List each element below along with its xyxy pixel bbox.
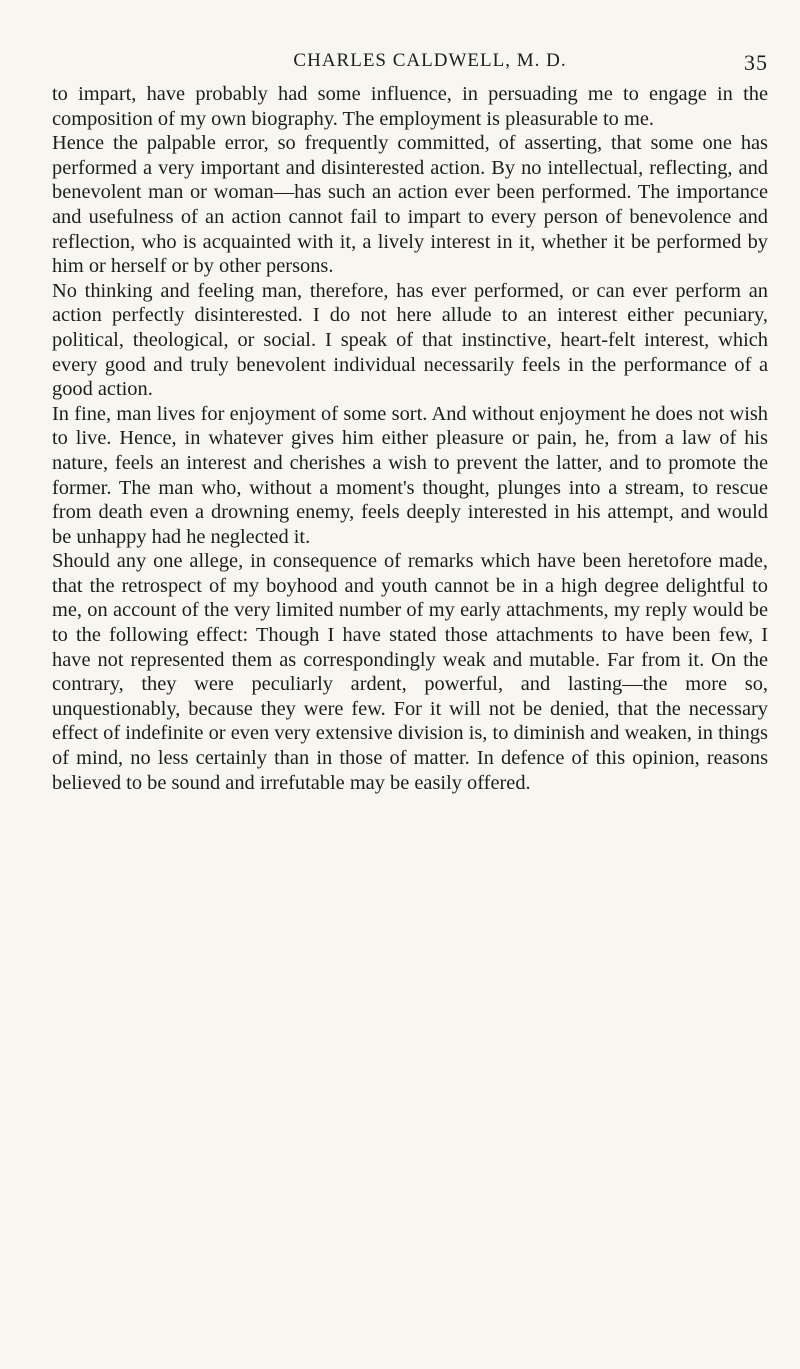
page-number: 35 bbox=[744, 50, 768, 75]
body-text bbox=[52, 82, 768, 795]
paragraph-5: Should any one allege, in consequence of remarks which have been heretofore made, that the retrospect of my boyhood and youth cannot be in a high degree delightful to me, on account of the very limited number of my early attachments, my reply would be to the following effect: Though I have stated those attachments to have been few, I have not represented them as correspondingly weak and mutable. Far from it. On the contrary, they were peculiarly ardent, powerful, and lasting—the more so, unquestionably, because they were few. For it will not be denied, that the necessary effect of indefinite or even very extensive division is, to diminish and weaken, in things of mind, no less certainly than in those of matter. In defence of this opinion, reasons believed to be sound and irrefutable may be easily offered. bbox=[52, 550, 768, 794]
paragraph-4: In fine, man lives for enjoyment of some sort. And without enjoyment he does not wish to live. Hence, in whatever gives him either pleasure or pain, he, from a law of his nature, feels an interest and cherishes a wish to prevent the latter, and to promote the former. The man who, without a moment's thought, plunges into a stream, to rescue from death even a drowning enemy, feels deeply interested in his attempt, and would be unhappy had he neglected it. bbox=[52, 402, 768, 548]
running-title: CHARLES CALDWELL, M. D. bbox=[293, 50, 567, 71]
paragraph-2: Hence the palpable error, so frequently committed, of asserting, that some one has performed a very important and disinterested action. By no intellectual, reflecting, and benevolent man or woman—has such an action ever been performed. The importance and usefulness of an action cannot fail to impart to every person of benevolence and reflection, who is acquainted with it, a lively interest in it, whether it be performed by him or herself or by other persons. bbox=[52, 132, 768, 278]
paragraph-1: to impart, have probably had some influence, in persuading me to engage in the composition of my own biography. The employment is pleasurable to me. bbox=[52, 83, 768, 130]
running-head bbox=[52, 50, 768, 82]
paragraph-3: No thinking and feeling man, therefore, has ever performed, or can ever perform an action perfectly disinterested. I do not here allude to an interest either pecuniary, political, theological, or social. I speak of that instinctive, heart-felt interest, which every good and truly benevolent individual necessarily feels in the performance of a good action. bbox=[52, 279, 768, 401]
book-page bbox=[52, 50, 768, 795]
